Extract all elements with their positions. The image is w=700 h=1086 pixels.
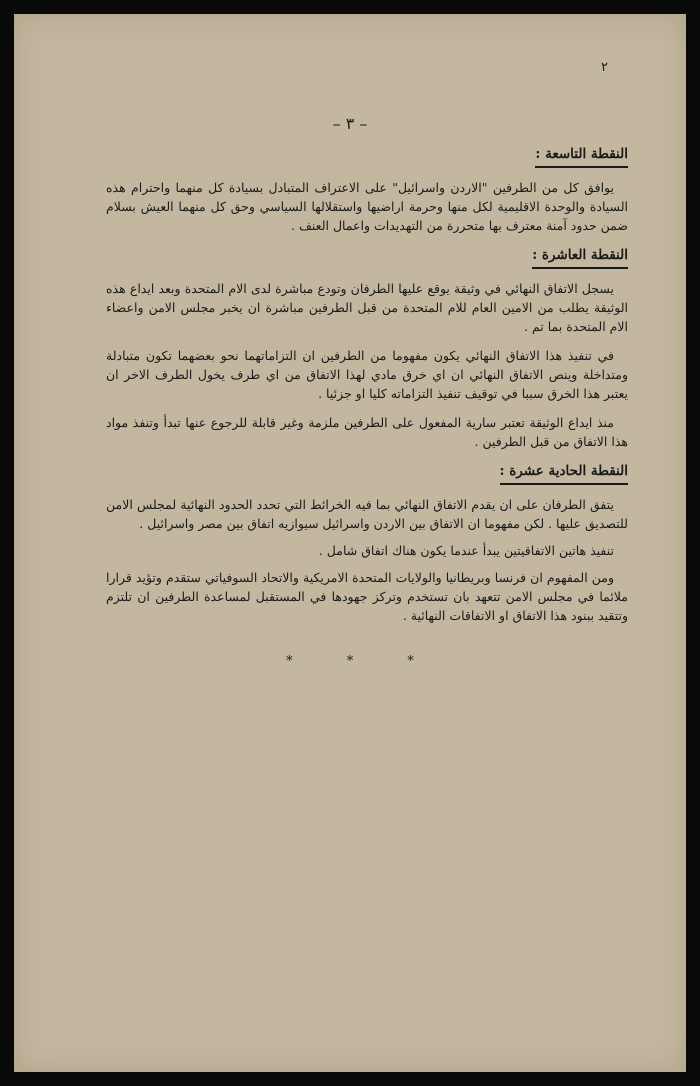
- section-point-nine: [106, 144, 628, 235]
- paragraph: يسجل الاتفاق النهائي في وثيقة يوقع عليها الطرفان وتودع مباشرة لدى الام المتحدة وبعد ايداع هذه الوثيقة يطلب من الامين العام للام المتحدة من قبل الطرفين مباشرة ان يخبر مجلس الامن واعضاء الام المتحدة بما تم .: [106, 281, 628, 334]
- page-number-marker: – ٣ –: [332, 114, 368, 133]
- section-heading: النقطة الحادية عشرة :: [500, 462, 628, 485]
- paragraph: في تنفيذ هذا الاتفاق النهائي يكون مفهوما من الطرفين ان التزاماتهما نحو بعضهما تكون متبادلة ومتداخلة وينص الاتفاق النهائي ان اي خرق مادي لهذا الاتفاق من اي طرف يخول الطرف الاخر ان يعتبر هذا الخرق سببا في توقيف تنفيذ التزاماته كليا او جزئيا .: [106, 348, 628, 401]
- paragraph: يوافق كل من الطرفين "الاردن واسرائيل" على الاعتراف المتبادل بسيادة كل منهما واحترام هذه السيادة والوحدة الاقليمية لكل منها وحرمة اراضيها واستقلالها السياسي وحق كل منهما العيش بسلام ضمن حدود آمنة معترف بها متحررة من التهديدات واعمال العنف .: [106, 180, 628, 233]
- document-page: [14, 14, 686, 1072]
- paragraph: ومن المفهوم ان فرنسا وبريطانيا والولايات المتحدة الامريكية والاتحاد السوفياتي ستقدم وتؤيد قرارا ملائما في مجلس الامن تتعهد بان تستخدم وتركز جهودها في المستقبل لمساعدة الطرفين ان تلتزم وتتقيد ببنود هذا الاتفاق او الاتفاقات النهائية .: [106, 570, 628, 623]
- document-body: [106, 144, 628, 635]
- section-heading: النقطة التاسعة :: [535, 145, 628, 168]
- closing-asterisks: * * *: [286, 654, 414, 669]
- section-point-eleven: [106, 461, 628, 625]
- section-point-ten: [106, 245, 628, 451]
- paragraph: منذ ايداع الوثيقة تعتبر سارية المفعول على الطرفين ملزمة وغير قابلة للرجوع عنها تبدأ وتنفذ مواد هذا الاتفاق من قبل الطرفين .: [106, 415, 628, 449]
- paragraph: يتفق الطرفان على ان يقدم الاتفاق النهائي بما فيه الخرائط التي تحدد الحدود النهائية لمجلس الامن للتصديق عليها . لكن مفهوما ان الاتفاق بين الاردن واسرائيل سيوازيه اتفاق بين مصر واسرائيل .: [106, 497, 628, 531]
- section-heading: النقطة العاشرة :: [532, 246, 628, 269]
- paragraph: تنفيذ هاتين الاتفاقيتين يبدأ عندما يكون هناك اتفاق شامل .: [318, 543, 614, 558]
- corner-page-number: ٢: [601, 60, 608, 75]
